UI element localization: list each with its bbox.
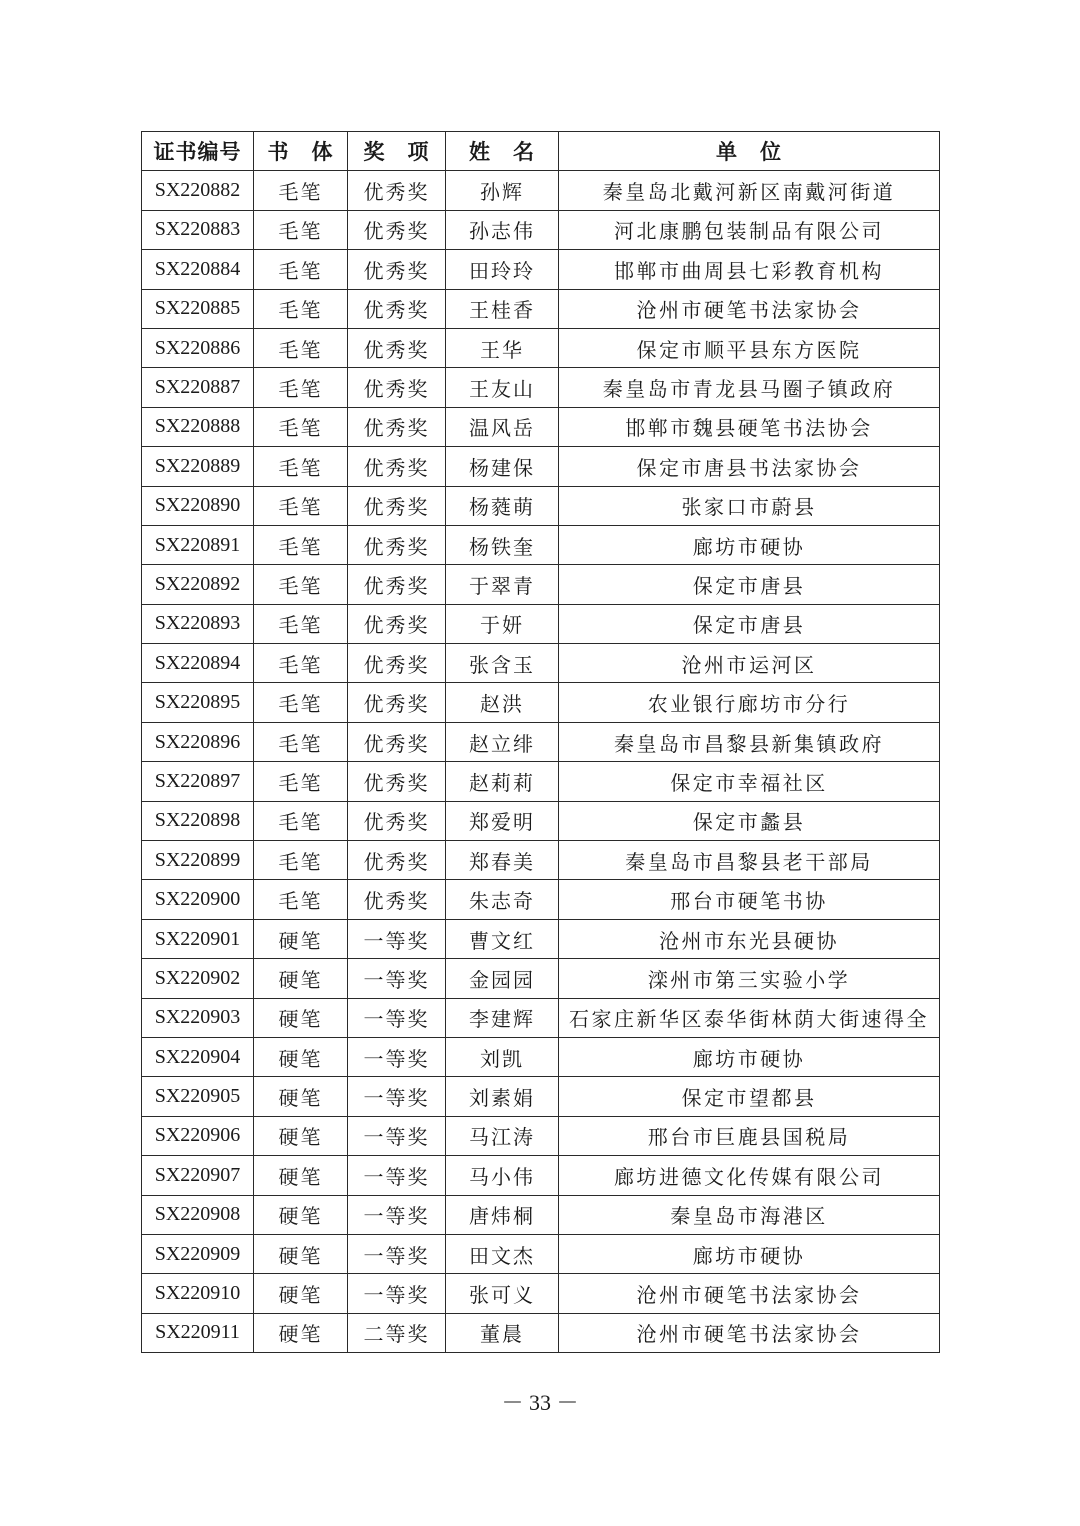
cell-name: 王友山: [446, 368, 559, 407]
cell-award: 一等奖: [348, 1077, 446, 1116]
cell-certificate-number: SX220885: [142, 289, 254, 328]
cell-unit: 河北康鹏包装制品有限公司: [559, 210, 940, 249]
cell-name: 曹文红: [446, 919, 559, 958]
cell-name: 郑春美: [446, 841, 559, 880]
cell-award: 一等奖: [348, 998, 446, 1037]
cell-unit: 邯郸市曲周县七彩教育机构: [559, 250, 940, 289]
cell-script-type: 毛笔: [254, 368, 348, 407]
cell-award: 一等奖: [348, 919, 446, 958]
cell-unit: 保定市蠡县: [559, 801, 940, 840]
table-row: [142, 880, 940, 919]
table-header-row: [142, 132, 940, 171]
table-row: [142, 959, 940, 998]
cell-award: 优秀奖: [348, 841, 446, 880]
cell-script-type: 毛笔: [254, 565, 348, 604]
table-row: [142, 486, 940, 525]
table-row: [142, 525, 940, 564]
cell-script-type: 毛笔: [254, 762, 348, 801]
table-row: [142, 841, 940, 880]
cell-certificate-number: SX220905: [142, 1077, 254, 1116]
cell-name: 刘凯: [446, 1037, 559, 1076]
cell-script-type: 毛笔: [254, 683, 348, 722]
table-row: [142, 328, 940, 367]
cell-unit: 秦皇岛北戴河新区南戴河街道: [559, 171, 940, 210]
table-row: [142, 289, 940, 328]
header-script-type: 书 体: [254, 132, 348, 171]
cell-name: 郑爱明: [446, 801, 559, 840]
cell-award: 优秀奖: [348, 210, 446, 249]
cell-name: 王桂香: [446, 289, 559, 328]
cell-certificate-number: SX220884: [142, 250, 254, 289]
cell-script-type: 毛笔: [254, 604, 348, 643]
cell-script-type: 毛笔: [254, 447, 348, 486]
table-row: [142, 722, 940, 761]
cell-name: 田文杰: [446, 1234, 559, 1273]
cell-unit: 保定市顺平县东方医院: [559, 328, 940, 367]
cell-certificate-number: SX220906: [142, 1116, 254, 1155]
cell-unit: 农业银行廊坊市分行: [559, 683, 940, 722]
cell-script-type: 毛笔: [254, 250, 348, 289]
cell-certificate-number: SX220911: [142, 1313, 254, 1352]
cell-script-type: 毛笔: [254, 722, 348, 761]
cell-name: 赵莉莉: [446, 762, 559, 801]
cell-script-type: 毛笔: [254, 841, 348, 880]
cell-unit: 秦皇岛市青龙县马圈子镇政府: [559, 368, 940, 407]
cell-certificate-number: SX220903: [142, 998, 254, 1037]
table-row: [142, 1077, 940, 1116]
cell-unit: 邢台市硬笔书协: [559, 880, 940, 919]
table-body: [142, 171, 940, 1353]
cell-script-type: 毛笔: [254, 171, 348, 210]
table-row: [142, 762, 940, 801]
cell-certificate-number: SX220902: [142, 959, 254, 998]
cell-unit: 廊坊进德文化传媒有限公司: [559, 1156, 940, 1195]
cell-award: 优秀奖: [348, 368, 446, 407]
cell-award: 优秀奖: [348, 289, 446, 328]
cell-script-type: 毛笔: [254, 210, 348, 249]
cell-name: 马江涛: [446, 1116, 559, 1155]
page-number: － 33 －: [501, 1390, 579, 1415]
cell-name: 杨铁奎: [446, 525, 559, 564]
cell-name: 唐炜桐: [446, 1195, 559, 1234]
cell-name: 赵立绯: [446, 722, 559, 761]
cell-unit: 保定市望都县: [559, 1077, 940, 1116]
cell-script-type: 毛笔: [254, 801, 348, 840]
cell-certificate-number: SX220901: [142, 919, 254, 958]
cell-unit: 石家庄新华区泰华街林荫大街速得全: [559, 998, 940, 1037]
cell-certificate-number: SX220898: [142, 801, 254, 840]
cell-unit: 张家口市蔚县: [559, 486, 940, 525]
cell-award: 优秀奖: [348, 880, 446, 919]
cell-award: 一等奖: [348, 1274, 446, 1313]
cell-award: 优秀奖: [348, 250, 446, 289]
cell-award: 优秀奖: [348, 328, 446, 367]
cell-award: 一等奖: [348, 1156, 446, 1195]
cell-unit: 保定市唐县书法家协会: [559, 447, 940, 486]
table-row: [142, 1037, 940, 1076]
cell-unit: 廊坊市硬协: [559, 1037, 940, 1076]
cell-name: 孙志伟: [446, 210, 559, 249]
cell-certificate-number: SX220882: [142, 171, 254, 210]
table-row: [142, 565, 940, 604]
cell-script-type: 毛笔: [254, 289, 348, 328]
cell-unit: 沧州市运河区: [559, 644, 940, 683]
cell-script-type: 硬笔: [254, 919, 348, 958]
table-row: [142, 919, 940, 958]
cell-award: 一等奖: [348, 1116, 446, 1155]
award-list-table: [141, 131, 940, 1353]
cell-certificate-number: SX220889: [142, 447, 254, 486]
cell-award: 优秀奖: [348, 762, 446, 801]
cell-award: 优秀奖: [348, 171, 446, 210]
cell-award: 优秀奖: [348, 407, 446, 446]
cell-script-type: 硬笔: [254, 1234, 348, 1273]
cell-unit: 秦皇岛市昌黎县新集镇政府: [559, 722, 940, 761]
cell-award: 优秀奖: [348, 525, 446, 564]
cell-award: 二等奖: [348, 1313, 446, 1352]
cell-name: 于翠青: [446, 565, 559, 604]
cell-unit: 沧州市硬笔书法家协会: [559, 289, 940, 328]
cell-script-type: 毛笔: [254, 525, 348, 564]
table-row: [142, 604, 940, 643]
table-row: [142, 801, 940, 840]
cell-award: 优秀奖: [348, 565, 446, 604]
cell-name: 于妍: [446, 604, 559, 643]
table-row: [142, 368, 940, 407]
table-row: [142, 1116, 940, 1155]
cell-script-type: 毛笔: [254, 486, 348, 525]
cell-certificate-number: SX220891: [142, 525, 254, 564]
table-row: [142, 1156, 940, 1195]
cell-unit: 保定市唐县: [559, 604, 940, 643]
cell-certificate-number: SX220899: [142, 841, 254, 880]
cell-certificate-number: SX220909: [142, 1234, 254, 1273]
cell-unit: 沧州市硬笔书法家协会: [559, 1313, 940, 1352]
cell-name: 赵洪: [446, 683, 559, 722]
cell-certificate-number: SX220895: [142, 683, 254, 722]
table-row: [142, 171, 940, 210]
cell-award: 优秀奖: [348, 447, 446, 486]
cell-name: 杨蕤萌: [446, 486, 559, 525]
cell-name: 杨建保: [446, 447, 559, 486]
table-row: [142, 644, 940, 683]
cell-script-type: 毛笔: [254, 880, 348, 919]
cell-award: 优秀奖: [348, 604, 446, 643]
cell-name: 李建辉: [446, 998, 559, 1037]
header-unit: 单 位: [559, 132, 940, 171]
cell-certificate-number: SX220888: [142, 407, 254, 446]
cell-certificate-number: SX220907: [142, 1156, 254, 1195]
cell-certificate-number: SX220887: [142, 368, 254, 407]
cell-unit: 廊坊市硬协: [559, 525, 940, 564]
table-row: [142, 1313, 940, 1352]
cell-award: 优秀奖: [348, 683, 446, 722]
table-row: [142, 250, 940, 289]
table-row: [142, 210, 940, 249]
header-name: 姓 名: [446, 132, 559, 171]
cell-name: 刘素娟: [446, 1077, 559, 1116]
cell-script-type: 硬笔: [254, 1116, 348, 1155]
cell-script-type: 硬笔: [254, 1274, 348, 1313]
cell-certificate-number: SX220893: [142, 604, 254, 643]
cell-script-type: 硬笔: [254, 1156, 348, 1195]
cell-unit: 沧州市东光县硬协: [559, 919, 940, 958]
cell-script-type: 毛笔: [254, 644, 348, 683]
cell-script-type: 硬笔: [254, 959, 348, 998]
cell-certificate-number: SX220894: [142, 644, 254, 683]
cell-certificate-number: SX220910: [142, 1274, 254, 1313]
cell-certificate-number: SX220890: [142, 486, 254, 525]
cell-script-type: 毛笔: [254, 407, 348, 446]
cell-name: 张含玉: [446, 644, 559, 683]
cell-certificate-number: SX220897: [142, 762, 254, 801]
table-row: [142, 407, 940, 446]
cell-award: 优秀奖: [348, 644, 446, 683]
table-row: [142, 447, 940, 486]
header-certificate-number: 证书编号: [142, 132, 254, 171]
cell-name: 温风岳: [446, 407, 559, 446]
cell-unit: 保定市幸福社区: [559, 762, 940, 801]
cell-unit: 廊坊市硬协: [559, 1234, 940, 1273]
cell-certificate-number: SX220896: [142, 722, 254, 761]
cell-unit: 邯郸市魏县硬笔书法协会: [559, 407, 940, 446]
header-award: 奖 项: [348, 132, 446, 171]
cell-unit: 秦皇岛市海港区: [559, 1195, 940, 1234]
cell-certificate-number: SX220908: [142, 1195, 254, 1234]
cell-unit: 秦皇岛市昌黎县老干部局: [559, 841, 940, 880]
cell-certificate-number: SX220900: [142, 880, 254, 919]
cell-script-type: 毛笔: [254, 328, 348, 367]
cell-certificate-number: SX220883: [142, 210, 254, 249]
cell-unit: 保定市唐县: [559, 565, 940, 604]
cell-name: 马小伟: [446, 1156, 559, 1195]
cell-award: 优秀奖: [348, 486, 446, 525]
cell-script-type: 硬笔: [254, 1037, 348, 1076]
cell-award: 一等奖: [348, 959, 446, 998]
cell-script-type: 硬笔: [254, 1195, 348, 1234]
cell-name: 孙辉: [446, 171, 559, 210]
cell-certificate-number: SX220886: [142, 328, 254, 367]
cell-award: 一等奖: [348, 1195, 446, 1234]
cell-certificate-number: SX220892: [142, 565, 254, 604]
cell-name: 张可义: [446, 1274, 559, 1313]
cell-unit: 邢台市巨鹿县国税局: [559, 1116, 940, 1155]
table-row: [142, 1274, 940, 1313]
cell-name: 田玲玲: [446, 250, 559, 289]
cell-name: 王华: [446, 328, 559, 367]
cell-certificate-number: SX220904: [142, 1037, 254, 1076]
cell-unit: 沧州市硬笔书法家协会: [559, 1274, 940, 1313]
cell-name: 朱志奇: [446, 880, 559, 919]
cell-unit: 滦州市第三实验小学: [559, 959, 940, 998]
cell-script-type: 硬笔: [254, 1313, 348, 1352]
cell-award: 优秀奖: [348, 722, 446, 761]
table-row: [142, 998, 940, 1037]
cell-award: 一等奖: [348, 1234, 446, 1273]
table-row: [142, 1234, 940, 1273]
cell-award: 优秀奖: [348, 801, 446, 840]
table-row: [142, 683, 940, 722]
cell-name: 金园园: [446, 959, 559, 998]
cell-script-type: 硬笔: [254, 998, 348, 1037]
cell-name: 董晨: [446, 1313, 559, 1352]
cell-script-type: 硬笔: [254, 1077, 348, 1116]
table-row: [142, 1195, 940, 1234]
cell-award: 一等奖: [348, 1037, 446, 1076]
